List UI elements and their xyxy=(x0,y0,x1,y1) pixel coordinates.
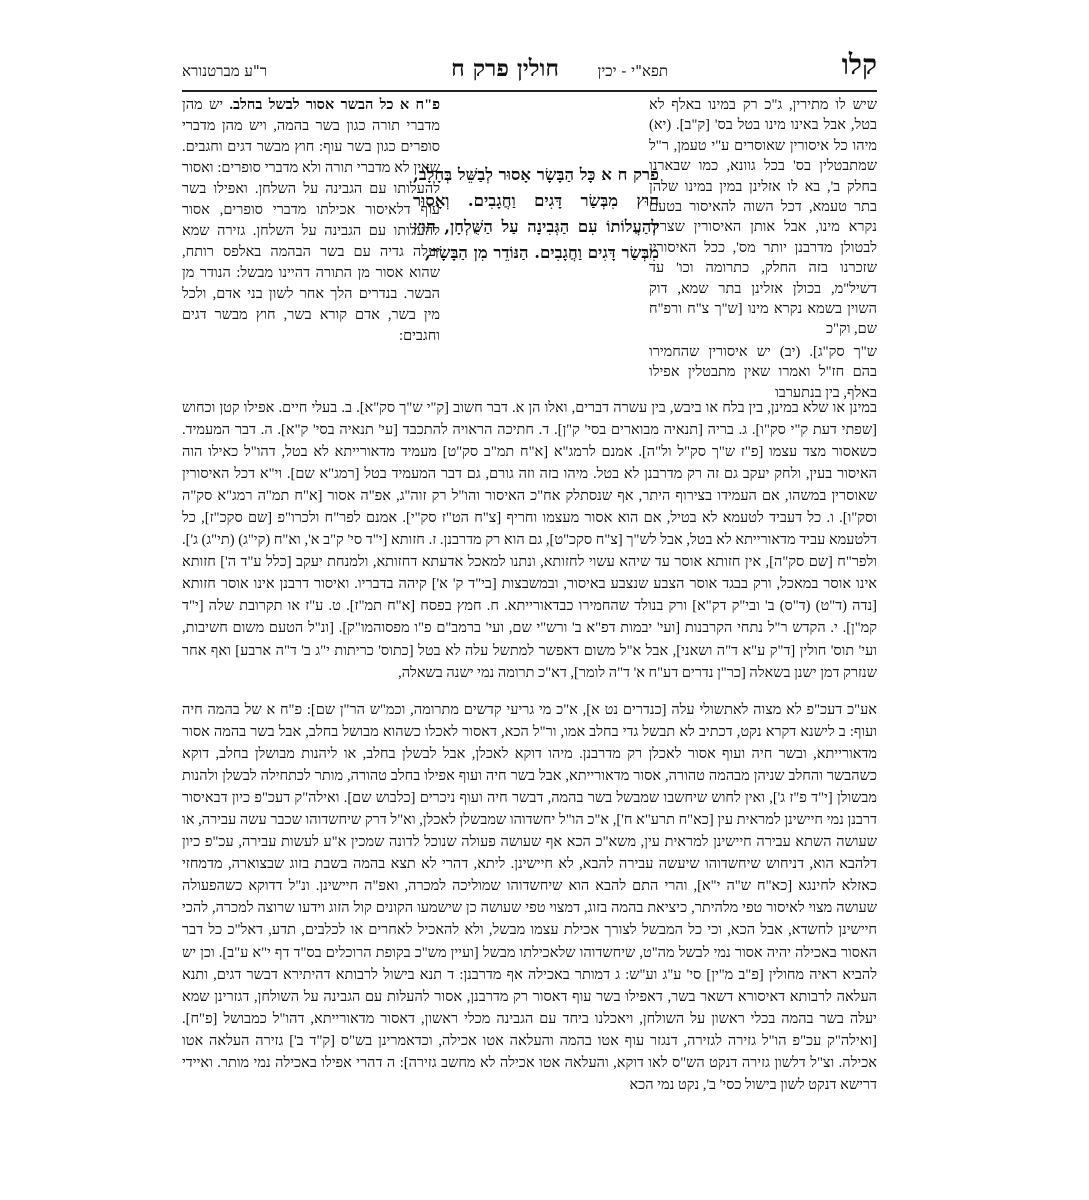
header-divider xyxy=(182,90,877,92)
page-number: קלו xyxy=(841,48,877,81)
tiferet-continued-text: במינן או שלא במינן, בין בלח או ביבש, בין עשרה דברים, ואלו הן א. דבר חשוב [ק"י ש"ך סק"א]. ב. בעלי חיים. אפילו קטן וכחוש [שפתי דעת ק"י סק"ו]. ג. בריה [תנאיה מבוארים בסי' ק"ן]. ד. חתיכה הראויה להתכבד [עי' תנאיה בסי' ק"א]. ה. דבר המעמיד. כשאסור מצד עצמו [פ"ז ש"ך סק"ל ול"ה]. אמנם לרמג"א [א"ח תמ"ב סק"ט] מעמיד מדאורייתא לא בטל, דהו"ל כאילו הוה האיסור בעין, ולחק יעקב גם זה רק מדרבנן לא בטל. מיהו בזה וזה גורם, גם דבר המעמיד בטל [רמג"א שם]. וי"א דכל האיסורין שאוסרין במשהו, אם העמידו בצירוף היתר, אף שנסתלק אח"כ האיסור והו"ל רק זוה"ג, אפ"ה אסור [א"ח תמ"ה רמג"א סק"ה וסק"ו]. ו. כל דעביד לטעמא לא בטיל, אם הוא אסור מעצמו וחריף [צ"ח הט"ז סק"י]. אמנם לפר"ח ולכרו"פ [שם סקכ"ז], כל דלטעמא עביד מדאורייתא לא בטל, אבל לש"ך [צ"ח סקכ"ט], גם הוא רק מדרבנן. ז. חזותא [י"ד סי' ק"ב א', וא"ח (קי"ג) (תי"ג) ג']. ולפר"ח [שם סק"ה], אין חזותא אוסר עד שיהא עשוי לחזותא, ונתנו למאכל אדעתא דחזותא, ולמנחת יעקב [כלל ע"ד ה'] חזותא אינו אוסר במאכל, ורק בבגד אוסר הצבע שנצבע באיסור, ובמשבצות [בי"ד ק' א'] קיהה בדבריו. ואיסור דרבנן אינו אוסר חזותא [נדה (ד"ט) (ד"ס) ב' ובי"ק דק"א] ורק בנולד שהחמירו כבדאורייתא. ח. חמץ בפסח [א"ח תמ"ז]. ט. ע"ז או תקרובת שלה [י"ד קמ"ן]. י. הקדש ר"ל נתחי הקרבנות [ועי' יבמות דפ"א ב' ורש"י שם, ועי' ברמב"ם פ"ו מפסוהמו"ק]. [ונ"ל הטעם משום חשיבות, ועי' תוס' חולין [ד"ק ע"א ד"ה ושאני], אבל א"ל משום דאפשר למתשל עלה לא בטל [כתוס' כריתות י"ג ב' ד"ה ארבע] ואף אחר שנזרק דמן ישנן בשאלה [כר"ן נדרים דע"ח א' ד"ה לומר], דא"כ תרומה נמי ישנה בשאלה, xyxy=(182,399,877,681)
bartenura-paragraph xyxy=(182,95,440,347)
bartenura-commentary xyxy=(182,95,440,371)
chapter-title: חולין פרק ח xyxy=(451,55,559,82)
page-header xyxy=(182,48,877,88)
tiferet-commentary-top xyxy=(649,95,877,338)
tiferet-commentary-chapter-8 xyxy=(182,684,877,1184)
tiferet-mid-text: ש"ך סק"ג]. (יב) יש איסורין שהחמירו בהם חז"ל ואמרו שאין מתבטלין אפילו באלף, בין בנתערבו xyxy=(649,344,877,401)
mishnah-text-block xyxy=(413,162,659,358)
tiferet-chapter-8-text: אע"כ דעכ"פ לא מצוה לאתשולי עלה [כנדרים נט א], א"כ מי גריעי קדשים מתרומה, וכמ"ש הר"ן שם]: פ"ח א של בהמה חיה ועוף: ב לישנא דקרא נקט, דכתיב לא תבשל גדי בחלב אמו, ור"ל הכא, דאסור לאכלו כשהוא מבושל בחלב, אבל בשר בהמה אסור מדאורייתא, ובשר חיה ועוף אסור לאכלן רק מדרבנן. מיהו דוקא לאכלן, אבל לבשלן בחלב, או ליהנות מבושלן בחלב, דוקא כשהבשר והחלב שניהן מבהמה טהורה, אסור מדאורייתא, אבל בשר חיה ועוף אפילו בחלב טהורה, מותר לכתחילה לבשלן ולהנות מבשולן [י"ד פ"ז ג'], ואין לחוש שיחשבו שמבשל בשר בהמה, דבשר חיה ועוף ניכרים [כלבוש שם]. ואילה"ק דעכ"פ כיון דבאיסור דרבנן נמי חיישינן למראית עין [כא"ח תרע"א ח'], א"כ הו"ל יחשדוהו שמבשלן לאכלן, וא"ל דרק שיחשדוהו שכבר עשה עבירה, או שעושה השתא עבירה חיישינן למראית עין, משא"כ הכא אף שעושה פעולה שנוכל לדונה שמכין א"ע לעשות עבירה, עכ"פ כיון דלהבא הוא, דניחוש שיחשדוהו שיעשה עבירה להבא, לא חיישינן. ליתא, דהרי לא תצא בהמה בשבת בזוג שבצוארה, מדמחזי כאזלא לחינגא [כא"ח ש"ה י"א], והרי התם להבא הוא שיחשדוהו שמוליכה למכרה, ואפ"ה חיישינן. ונ"ל דדוקא כשהפעולה שעושה מצוי לאיסור טפי מלהיתר, כיציאת בהמה בזוג, דמצוי טפי שעושה כן שישמעו הקונים קול הזוג וידעו שרוצה למכרה, להכי חיישינן לחשדא, אבל הכא, וכי כל המבשל לצורך אכילת עצמו מבשל, ולא להאכיל לאחרים או לכלבים, תדע, דאל"כ כל דבר האסור באכילה יהיה אסור נמי לבשל מה"ט, שיחשדוהו שלאכילתו מבשל [ועיין מש"כ בקופת הרוכלים בס"ד דף י"א ע"ב]. וכן יש להביא ראיה מחולין [פ"ב מ"ין] סי' ע"ג וע"ש: ג דמותר באכילה אף מדרבנן: ד תנא בישול לרבותא דהיתירא דבשר דגים, ותנא העלאה לרבותא דאיסורא דשאר בשר, דאפילו בשר עוף דאסור רק מדרבנן, אסור להעלות עם הגבינה על השולחן, דגזרינן שמא יעלה בשר בהמה בכלי ראשון על השולחן, ויאכלנו ביחד עם הגבינה מכלי ראשון, דאסור מדאורייתא, דהו"ל כמבושל [פ"ח]. [ואילה"ק עכ"פ הו"ל גזירה לגזירה, דנגזר עוף אטו בהמה והעלאה אטו אכילה, וכדאמרינן בש"ס [ק"ד ב'] גזירה העלאה אטו אכילה. וצ"ל דלשון גזירה דנקט הש"ס לאו דוקא, והעלאה אטו אכילה לא מחשב גזירה]: ה דהרי אפילו באכילה נמי מותר. ואיידי דרישא דנקט לשון בישול כסי' ב', נקט נמי הכא xyxy=(182,701,877,1094)
commentator-label: ר"ע מברטנורא xyxy=(182,62,268,80)
section-label: תפא"י - יכין xyxy=(597,62,668,80)
mishnah-text: פרק ח א כָּל הַבָּשָׂר אָסוּר לְבַשֵּׁל בְּחָלָב, חוּץ מִבְּשַׂר דָּגִים וַחֲגָבִים. וְאָסוּר לְהַעֲלוֹתוֹ עִם הַגְּבִינָה עַל הַשֻּׁלְחָן, חוּץ מִבְּשַׂר דָּגִים וַחֲגָבִים. הַנּוֹדֵר מִן הַבָּשָׂר, xyxy=(412,165,659,262)
bartenura-body: יש מהן מדברי תורה כגון בשר בהמה, ויש מהן מדברי סופרים כגון בשר עוף: חוץ מבשר דגים וחגבים. שאין לא מדברי תורה ולא מדברי סופרים: ואסור להעלותו עם הגבינה על השלחן. ואפילו בשר עוף דלאיסור אכילתו מדברי סופרים, אסור להעלותו עם הגבינה על השלחן. גזירה שמא יעלה גדיה עם בשר הבהמה באלפס רותח, שהוא אסור מן התורה דהיינו מבשל: הנודר מן הבשר. בנדרים הלך אחר לשון בני אדם, ולכל מין בשר, אדם קורא בשר, חוץ מבשר דגים וחגבים: xyxy=(182,97,440,344)
tiferet-commentary-middle xyxy=(649,342,877,401)
bartenura-heading: פ"ח א כל הבשר אסור לבשל בחלב. xyxy=(229,97,441,113)
tiferet-commentary-continued xyxy=(182,382,877,680)
tiferet-top-text: שיש לו מתירין, ג"כ רק במינו באלף לא בטל, אבל באינו מינו בטל בס' [ק"ב]. (יא) מיהו כל איסורין שאוסרים ע"י טעמן, ר"ל שמתבטלין בס' בכל גוונא, כמו שבארנו בחלק ב', בא לו אזלינן במין במינו שלהן בתר טעמא, דכל השוה להאיסור בטעם נקרא מינו, אבל אותן האיסורין שצריך לבטולן מדרבנן יותר מס', ככל האיסורין שזכרנו בזה החלק, כתרומה וכו' עד דשיל"מ, בכולן אזלינן בתר שמא, דוק השוין בשמא נקרא מינו [ש"ך צ"ח ורפ"ח שם, וק"כ xyxy=(649,97,877,338)
